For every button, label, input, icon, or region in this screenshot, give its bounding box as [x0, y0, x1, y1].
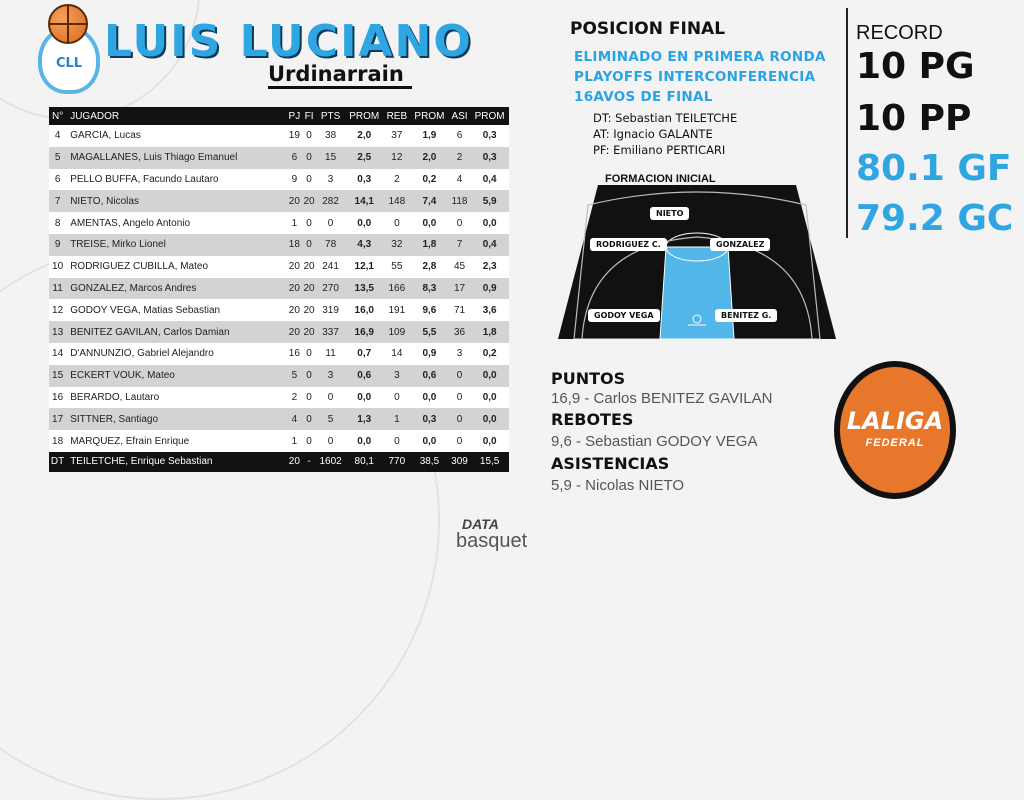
table-cell: 5: [49, 147, 66, 169]
column-header: JUGADOR: [66, 107, 287, 125]
table-cell: NIETO, Nicolas: [66, 190, 287, 212]
table-cell: TEILETCHE, Enrique Sebastian: [66, 452, 287, 472]
column-header: FI: [302, 107, 316, 125]
table-cell: 2: [287, 387, 302, 409]
table-row: [49, 234, 509, 256]
table-cell: 20: [287, 190, 302, 212]
table-cell: 15: [316, 147, 345, 169]
table-cell: 0: [302, 212, 316, 234]
table-cell: 3: [384, 365, 411, 387]
table-cell: 0: [302, 125, 316, 147]
table-cell: 15: [49, 365, 66, 387]
table-cell: 0,3: [470, 147, 509, 169]
staff-coach: DT: Sebastian TEILETCHE: [593, 111, 738, 125]
table-cell: 1602: [316, 452, 345, 472]
table-cell: 0,4: [470, 169, 509, 191]
column-header: PTS: [316, 107, 345, 125]
table-cell: 0,0: [410, 387, 449, 409]
table-cell: 0,7: [345, 343, 384, 365]
staff-assistant: AT: Ignacio GALANTE: [593, 127, 713, 141]
table-cell: 770: [384, 452, 411, 472]
table-cell: 37: [384, 125, 411, 147]
table-cell: 20: [302, 190, 316, 212]
table-cell: 0: [384, 212, 411, 234]
table-cell: AMENTAS, Angelo Antonio: [66, 212, 287, 234]
assists-leader-label: ASISTENCIAS: [551, 454, 670, 473]
lineup-player: GONZALEZ: [710, 238, 770, 251]
table-row: [49, 408, 509, 430]
league-name: LALIGA: [846, 407, 944, 435]
lineup-player: GODOY VEGA: [588, 309, 660, 322]
table-cell: 0,9: [470, 278, 509, 300]
table-cell: MARQUEZ, Efrain Enrique: [66, 430, 287, 452]
table-cell: 11: [49, 278, 66, 300]
table-cell: 0: [384, 430, 411, 452]
table-cell: 9,6: [410, 299, 449, 321]
table-cell: 2,0: [410, 147, 449, 169]
club-city: Urdinarrain: [268, 62, 412, 89]
table-row: [49, 147, 509, 169]
table-cell: 0,2: [410, 169, 449, 191]
table-cell: 0,0: [470, 387, 509, 409]
table-cell: 4: [449, 169, 471, 191]
table-row: [49, 190, 509, 212]
table-cell: 12: [49, 299, 66, 321]
table-cell: GARCIA, Lucas: [66, 125, 287, 147]
table-cell: 0: [384, 387, 411, 409]
column-header: PROM: [345, 107, 384, 125]
table-cell: 0: [302, 343, 316, 365]
column-header: PJ: [287, 107, 302, 125]
table-cell: 38,5: [410, 452, 449, 472]
table-row: [49, 387, 509, 409]
table-cell: 14: [49, 343, 66, 365]
table-cell: 6: [449, 125, 471, 147]
table-cell: 0: [302, 365, 316, 387]
table-cell: 2,3: [470, 256, 509, 278]
table-cell: -: [302, 452, 316, 472]
final-position-line: ELIMINADO EN PRIMERA RONDA: [574, 49, 826, 65]
table-cell: 0,6: [410, 365, 449, 387]
record-points-for: 80.1 GF: [856, 148, 1012, 189]
table-cell: 0,0: [345, 212, 384, 234]
column-header: REB: [384, 107, 411, 125]
league-subtitle: FEDERAL: [865, 437, 925, 449]
table-cell: 14: [384, 343, 411, 365]
table-cell: 282: [316, 190, 345, 212]
table-cell: 4: [49, 125, 66, 147]
table-cell: GONZALEZ, Marcos Andres: [66, 278, 287, 300]
table-cell: 4: [287, 408, 302, 430]
record-losses: 10 PP: [856, 98, 972, 139]
column-header: ASI: [449, 107, 471, 125]
table-cell: 20: [302, 321, 316, 343]
table-cell: 13,5: [345, 278, 384, 300]
table-cell: 11: [316, 343, 345, 365]
table-cell: 71: [449, 299, 471, 321]
club-name: LUIS LUCIANO: [104, 16, 473, 67]
table-cell: 38: [316, 125, 345, 147]
column-header: PROM: [410, 107, 449, 125]
table-cell: 0,0: [345, 387, 384, 409]
table-cell: 0,4: [470, 234, 509, 256]
table-row: [49, 212, 509, 234]
table-cell: 1,9: [410, 125, 449, 147]
table-cell: 0,0: [470, 365, 509, 387]
points-leader-label: PUNTOS: [551, 369, 626, 388]
table-row: [49, 278, 509, 300]
table-cell: 20: [287, 452, 302, 472]
brand-data: DATA: [462, 516, 499, 532]
table-cell: 148: [384, 190, 411, 212]
table-cell: 20: [287, 256, 302, 278]
table-cell: 2,0: [345, 125, 384, 147]
table-row: [49, 299, 509, 321]
table-cell: 309: [449, 452, 471, 472]
table-cell: 14,1: [345, 190, 384, 212]
table-cell: 45: [449, 256, 471, 278]
table-cell: MAGALLANES, Luis Thiago Emanuel: [66, 147, 287, 169]
table-cell: 0,0: [410, 430, 449, 452]
table-cell: 0,0: [470, 212, 509, 234]
table-cell: 16,0: [345, 299, 384, 321]
table-cell: 0: [302, 430, 316, 452]
rebounds-leader-label: REBOTES: [551, 410, 634, 429]
table-cell: 319: [316, 299, 345, 321]
table-cell: 15,5: [470, 452, 509, 472]
table-header-row: [49, 107, 509, 125]
lineup-player: NIETO: [650, 207, 689, 220]
table-cell: 5,5: [410, 321, 449, 343]
table-cell: 0,0: [470, 408, 509, 430]
table-cell: 4,3: [345, 234, 384, 256]
table-cell: 7,4: [410, 190, 449, 212]
table-cell: 337: [316, 321, 345, 343]
table-cell: 0,2: [470, 343, 509, 365]
record-divider: [846, 8, 848, 238]
table-cell: 0: [449, 408, 471, 430]
rebounds-leader-value: 9,6 - Sebastian GODOY VEGA: [551, 433, 758, 450]
table-row: [49, 365, 509, 387]
lineup-player: BENITEZ G.: [715, 309, 777, 322]
table-cell: 9: [287, 169, 302, 191]
table-cell: 0,3: [410, 408, 449, 430]
table-row: [49, 430, 509, 452]
table-cell: 1: [287, 212, 302, 234]
table-cell: 16: [49, 387, 66, 409]
table-cell: 1,8: [470, 321, 509, 343]
final-position-line: 16AVOS DE FINAL: [574, 89, 713, 105]
table-cell: 18: [287, 234, 302, 256]
column-header: N°: [49, 107, 66, 125]
staff-pf: PF: Emiliano PERTICARI: [593, 143, 726, 157]
table-row: [49, 169, 509, 191]
table-cell: 55: [384, 256, 411, 278]
table-row: [49, 125, 509, 147]
table-cell: 17: [49, 408, 66, 430]
table-cell: 20: [287, 299, 302, 321]
table-cell: DT: [49, 452, 66, 472]
table-cell: BERARDO, Lautaro: [66, 387, 287, 409]
table-row: [49, 321, 509, 343]
table-cell: 1,3: [345, 408, 384, 430]
table-cell: 6: [287, 147, 302, 169]
table-cell: 0: [302, 169, 316, 191]
table-cell: 1: [384, 408, 411, 430]
points-leader-value: 16,9 - Carlos BENITEZ GAVILAN: [551, 390, 773, 407]
table-cell: 5: [287, 365, 302, 387]
table-cell: 32: [384, 234, 411, 256]
record-wins: 10 PG: [856, 46, 975, 87]
table-cell: GODOY VEGA, Matias Sebastian: [66, 299, 287, 321]
table-cell: 0,0: [345, 430, 384, 452]
lineup-player: RODRIGUEZ C.: [590, 238, 667, 251]
table-cell: 8,3: [410, 278, 449, 300]
column-header: PROM: [470, 107, 509, 125]
table-row: [49, 343, 509, 365]
table-cell: 3: [449, 343, 471, 365]
table-cell: 7: [49, 190, 66, 212]
table-cell: 2,5: [345, 147, 384, 169]
table-cell: RODRIGUEZ CUBILLA, Mateo: [66, 256, 287, 278]
table-cell: 5,9: [470, 190, 509, 212]
table-cell: 17: [449, 278, 471, 300]
table-cell: ECKERT VOUK, Mateo: [66, 365, 287, 387]
table-cell: 0: [302, 408, 316, 430]
table-total-row: [49, 452, 509, 472]
table-cell: TREISE, Mirko Lionel: [66, 234, 287, 256]
table-cell: 5: [316, 408, 345, 430]
table-cell: 0,6: [345, 365, 384, 387]
table-cell: 6: [49, 169, 66, 191]
table-cell: 7: [449, 234, 471, 256]
table-cell: 19: [287, 125, 302, 147]
table-cell: D'ANNUNZIO, Gabriel Alejandro: [66, 343, 287, 365]
final-position-line: PLAYOFFS INTERCONFERENCIA: [574, 69, 816, 85]
table-cell: 0: [449, 365, 471, 387]
table-cell: 166: [384, 278, 411, 300]
table-cell: 18: [49, 430, 66, 452]
table-cell: 1: [287, 430, 302, 452]
table-cell: 0: [302, 387, 316, 409]
table-cell: 191: [384, 299, 411, 321]
table-cell: 0,3: [470, 125, 509, 147]
league-logo: [834, 361, 956, 499]
table-cell: 36: [449, 321, 471, 343]
table-cell: 0: [316, 387, 345, 409]
club-badge-text: CLL: [55, 56, 83, 71]
table-cell: 241: [316, 256, 345, 278]
table-cell: 12,1: [345, 256, 384, 278]
table-cell: 0: [302, 234, 316, 256]
record-label: RECORD: [856, 22, 943, 44]
table-cell: 0: [449, 430, 471, 452]
table-cell: 0: [316, 430, 345, 452]
table-cell: BENITEZ GAVILAN, Carlos Damian: [66, 321, 287, 343]
assists-leader-value: 5,9 - Nicolas NIETO: [551, 477, 685, 494]
table-cell: 0,0: [470, 430, 509, 452]
table-cell: PELLO BUFFA, Facundo Lautaro: [66, 169, 287, 191]
table-cell: 20: [287, 321, 302, 343]
table-cell: 118: [449, 190, 471, 212]
table-cell: SITTNER, Santiago: [66, 408, 287, 430]
roster-table: [49, 107, 509, 472]
table-cell: 0,3: [345, 169, 384, 191]
table-cell: 0: [449, 212, 471, 234]
table-cell: 80,1: [345, 452, 384, 472]
table-row: [49, 256, 509, 278]
table-cell: 1,8: [410, 234, 449, 256]
table-cell: 0: [316, 212, 345, 234]
lineup-title: FORMACION INICIAL: [605, 173, 716, 185]
table-cell: 20: [302, 278, 316, 300]
table-cell: 10: [49, 256, 66, 278]
brand-basquet: basquet: [456, 530, 528, 552]
table-cell: 3: [316, 365, 345, 387]
table-cell: 20: [302, 299, 316, 321]
table-cell: 3,6: [470, 299, 509, 321]
table-cell: 12: [384, 147, 411, 169]
table-cell: 20: [302, 256, 316, 278]
final-position-title: POSICION FINAL: [570, 19, 726, 39]
basketball-icon: [48, 4, 88, 44]
table-cell: 0: [302, 147, 316, 169]
table-cell: 2: [449, 147, 471, 169]
table-cell: 78: [316, 234, 345, 256]
table-cell: 9: [49, 234, 66, 256]
table-cell: 3: [316, 169, 345, 191]
table-cell: 8: [49, 212, 66, 234]
table-cell: 0,0: [410, 212, 449, 234]
table-cell: 2: [384, 169, 411, 191]
table-cell: 16,9: [345, 321, 384, 343]
table-cell: 109: [384, 321, 411, 343]
table-cell: 270: [316, 278, 345, 300]
table-cell: 0,9: [410, 343, 449, 365]
record-points-against: 79.2 GC: [856, 198, 1014, 239]
table-cell: 16: [287, 343, 302, 365]
table-cell: 0: [449, 387, 471, 409]
table-cell: 20: [287, 278, 302, 300]
table-cell: 13: [49, 321, 66, 343]
table-cell: 2,8: [410, 256, 449, 278]
